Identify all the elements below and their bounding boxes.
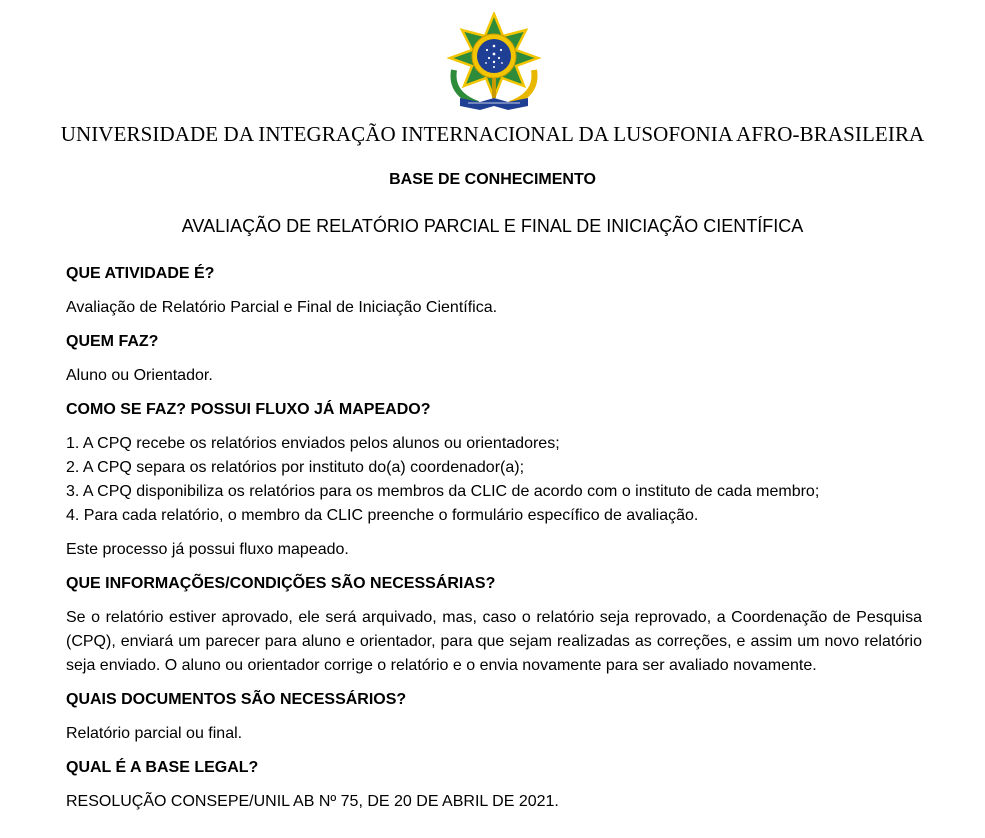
section-heading-who: QUEM FAZ?	[66, 333, 159, 350]
section-text-who: Aluno ou Orientador.	[66, 367, 213, 384]
section-heading-docs: QUAIS DOCUMENTOS SÃO NECESSÁRIOS?	[66, 691, 407, 708]
section-heading-how: COMO SE FAZ? POSSUI FLUXO JÁ MAPEADO?	[66, 401, 431, 418]
section-text-info: Se o relatório estiver aprovado, ele será arquivado, mas, caso o relatório seja reprovado, a Coordenação de Pesquisa (CPQ), enviará um parecer para aluno e orientador, para que sejam realizadas as correções, e assim um novo relatório seja enviado. O aluno ou orientador corrige o relatório e o envia novamente para ser avaliado novamente.	[66, 609, 922, 674]
section-text-activity: Avaliação de Relatório Parcial e Final de Iniciação Científica.	[66, 299, 498, 316]
emblem-sword	[492, 78, 496, 98]
process-step: 3. A CPQ disponibiliza os relatórios para os membros da CLIC de acordo com o instituto de cada membro;	[66, 483, 820, 500]
document-body	[66, 262, 922, 824]
institution-name: UNIVERSIDADE DA INTEGRAÇÃO INTERNACIONAL DA LUSOFONIA AFRO-BRASILEIRA	[60, 122, 925, 146]
section-text-docs: Relatório parcial ou final.	[66, 725, 243, 742]
section-text-legal: RESOLUÇÃO CONSEPE/UNIL AB Nº 75, DE 20 DE ABRIL DE 2021.	[66, 793, 559, 810]
knowledge-base-label: BASE DE CONHECIMENTO	[389, 171, 596, 188]
process-step: 4. Para cada relatório, o membro da CLIC preenche o formulário específico de avaliação.	[66, 507, 699, 524]
process-steps-list	[66, 432, 922, 528]
process-step: 1. A CPQ recebe os relatórios enviados pelos alunos ou orientadores;	[66, 435, 560, 452]
section-heading-legal: QUAL É A BASE LEGAL?	[66, 759, 259, 776]
brazil-coat-of-arms-icon	[440, 12, 548, 112]
section-note-how: Este processo já possui fluxo mapeado.	[66, 541, 349, 558]
section-heading-info: QUE INFORMAÇÕES/CONDIÇÕES SÃO NECESSÁRIAS?	[66, 575, 496, 592]
section-heading-activity: QUE ATIVIDADE É?	[66, 265, 215, 282]
process-step: 2. A CPQ separa os relatórios por instituto do(a) coordenador(a);	[66, 459, 525, 476]
document-title: AVALIAÇÃO DE RELATÓRIO PARCIAL E FINAL DE INICIAÇÃO CIENTÍFICA	[181, 216, 804, 236]
